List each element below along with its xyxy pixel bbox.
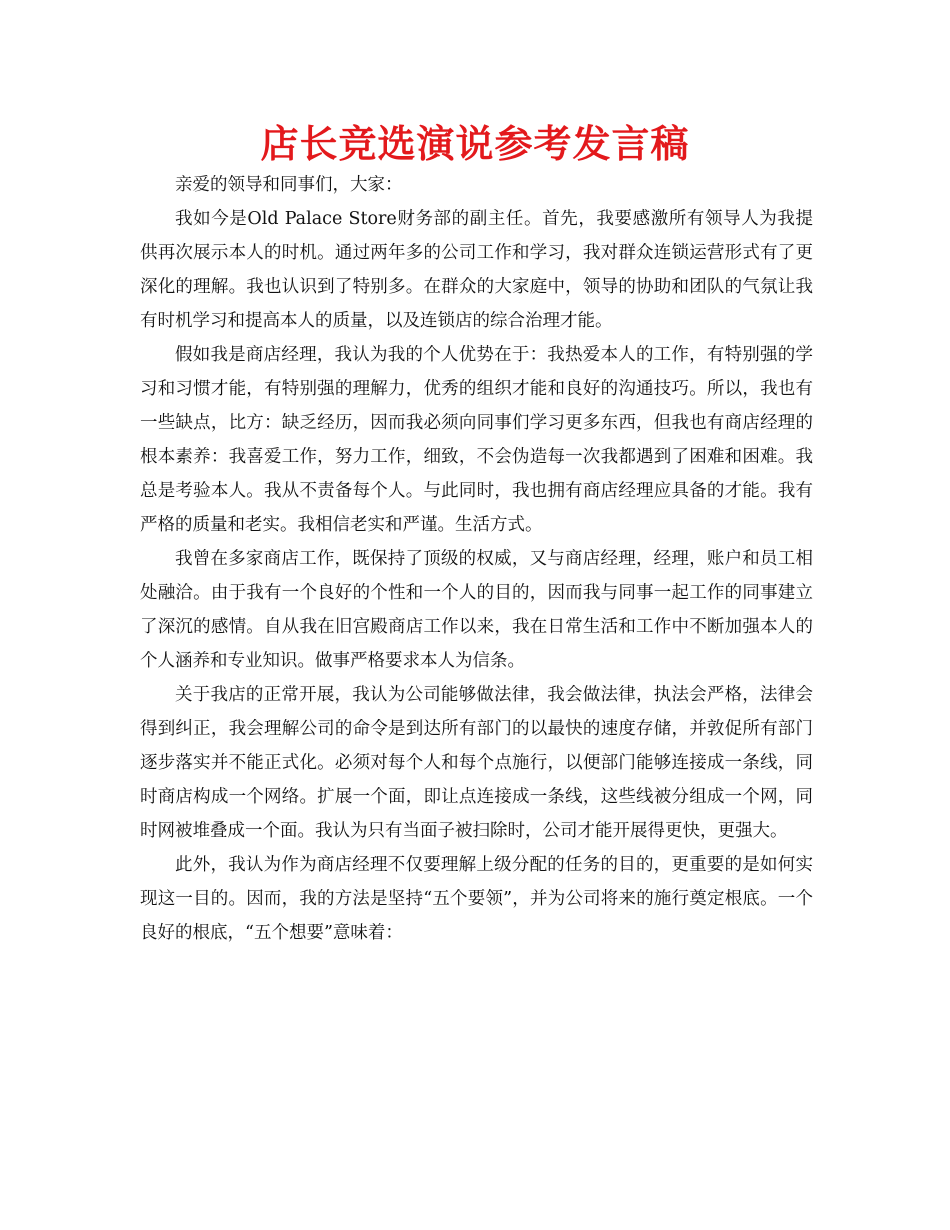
document-body	[140, 168, 813, 950]
paragraph-strengths: 假如我是商店经理，我认为我的个人优势在于：我热爱本人的工作，有特别强的学习和习惯才能，有特别强的理解力，优秀的组织才能和良好的沟通技巧。所以，我也有一些缺点，比方：缺乏经历，因而我必须向同事们学习更多东西，但我也有商店经理的根本素养：我喜爱工作，努力工作，细致，不会伪造每一次我都遇到了困难和困难。我总是考验本人。我从不责备每个人。与此同时，我也拥有商店经理应具备的才能。我有严格的质量和老实。我相信老实和严谨。生活方式。	[140, 345, 813, 535]
paragraph-experience: 我曾在多家商店工作，既保持了顶级的权威，又与商店经理，经理，账户和员工相处融洽。由于我有一个良好的个性和一个人的目的，因而我与同事一起工作的同事建立了深沉的感情。自从我在旧宫殿商店工作以来，我在日常生活和工作中不断加强本人的个人涵养和专业知识。做事严格要求本人为信条。	[140, 549, 813, 671]
paragraph-method: 此外，我认为作为商店经理不仅要理解上级分配的任务的目的，更重要的是如何实现这一目的。因而，我的方法是坚持“五个要领”，并为公司将来的施行奠定根底。一个良好的根底，“五个想要”意味着：	[140, 855, 813, 943]
paragraph-greeting: 亲爱的领导和同事们，大家：	[175, 175, 403, 195]
paragraph-development: 关于我店的正常开展，我认为公司能够做法律，我会做法律，执法会严格，法律会得到纠正，我会理解公司的命令是到达所有部门的以最快的速度存储，并敦促所有部门逐步落实并不能正式化。必须对每个人和每个点施行，以便部门能够连接成一条线，同时商店构成一个网络。扩展一个面，即让点连接成一条线，这些线被分组成一个网，同时网被堆叠成一个面。我认为只有当面子被扫除时，公司才能开展得更快，更强大。	[140, 685, 813, 841]
paragraph-introduction: 我如今是Old Palace Store财务部的副主任。首先，我要感激所有领导人为我提供再次展示本人的时机。通过两年多的公司工作和学习，我对群众连锁运营形式有了更深化的理解。我也认识到了特别多。在群众的大家庭中，领导的协助和团队的气氛让我有时机学习和提高本人的质量，以及连锁店的综合治理才能。	[140, 209, 813, 331]
document-title: 店长竞选演说参考发言稿	[260, 122, 690, 166]
